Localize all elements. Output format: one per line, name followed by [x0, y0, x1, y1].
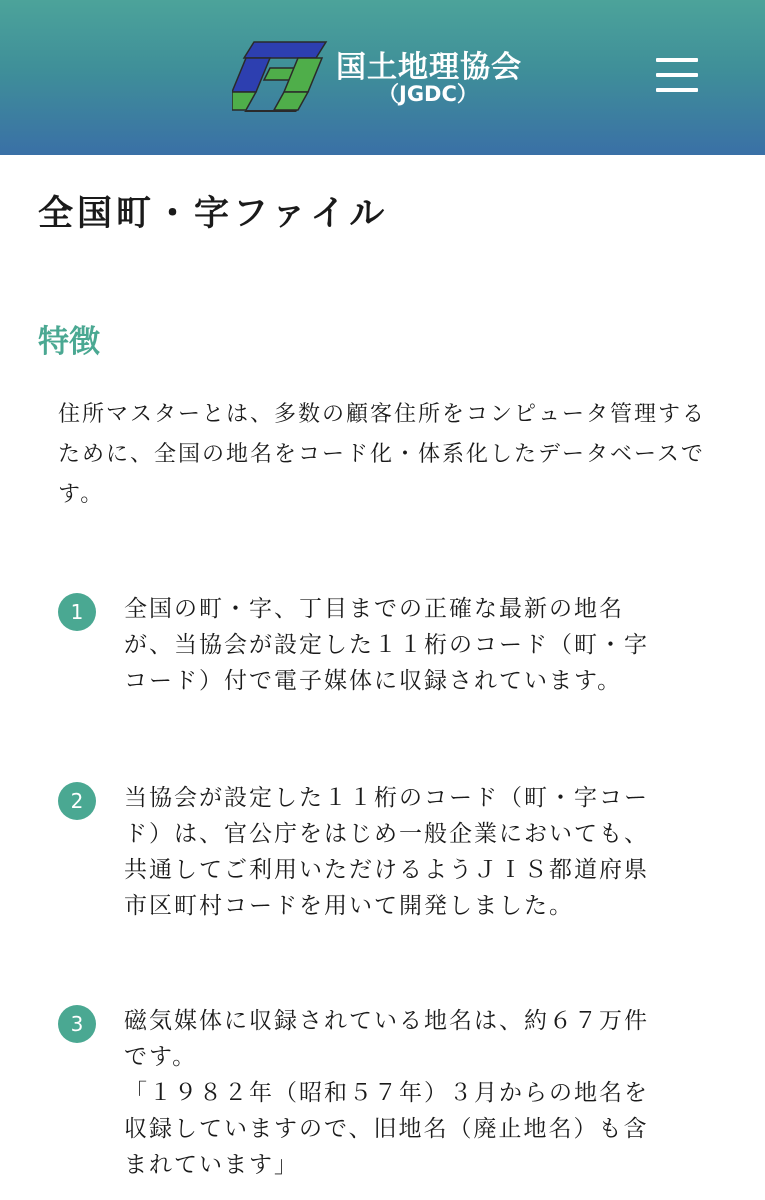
feature-text: 磁気媒体に収録されている地名は、約６７万件です。 [124, 1008, 649, 1070]
organization-name: 国土地理協会 [336, 50, 522, 85]
hamburger-menu-icon-bar [656, 88, 698, 92]
hamburger-menu-icon [656, 58, 698, 62]
home-logo-link[interactable] [232, 36, 532, 116]
organization-abbreviation: （JGDC） [378, 82, 478, 106]
feature-note: 「１９８２年（昭和５７年）３月からの地名を収録していますので、旧地名（廃止地名）も含まれています」 [124, 1080, 649, 1178]
page-title: 全国町・字ファイル [38, 194, 389, 234]
jgdc-logo-icon [232, 40, 328, 112]
feature-number-badge: 2 [58, 782, 96, 820]
intro-paragraph: 住所マスターとは、多数の顧客住所をコンピュータ管理するために、全国の地名をコード化・体系化したデータベースです。 [58, 402, 707, 507]
hamburger-menu-icon-bar [656, 73, 698, 77]
section-heading-features: 特徴 [38, 324, 100, 360]
feature-number-badge: 1 [58, 593, 96, 631]
feature-number-badge: 3 [58, 1005, 96, 1043]
feature-text: 当協会が設定した１１桁のコード（町・字コード）は、官公庁をはじめ一般企業においても、共通してご利用いただけるようＪＩＳ都道府県市区町村コードを用いて開発しました。 [124, 785, 649, 919]
hamburger-menu-button[interactable] [648, 52, 706, 98]
feature-text-block [124, 1003, 664, 1183]
site-header [0, 0, 765, 155]
feature-text: 全国の町・字、丁目までの正確な最新の地名が、当協会が設定した１１桁のコード（町・字コード）付で電子媒体に収録されています。 [124, 596, 649, 694]
